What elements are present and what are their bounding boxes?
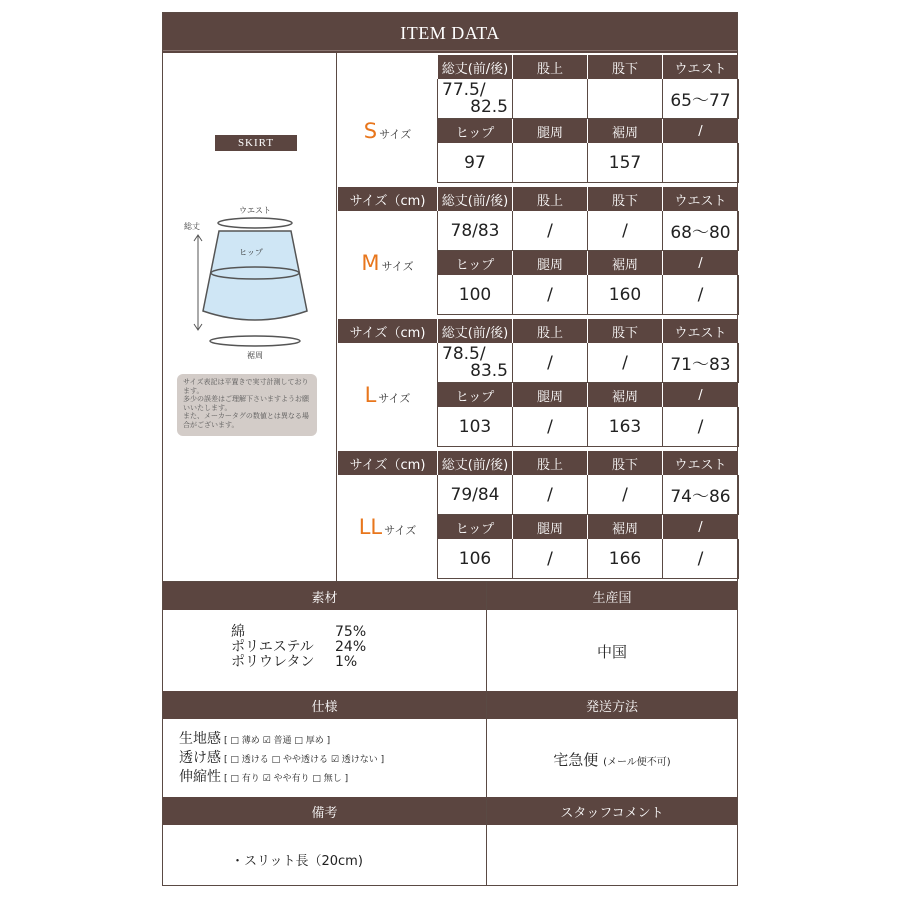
size-value-cell: / [663,407,739,447]
size-value-cell: 157 [588,143,663,183]
skirt-figure-panel [163,53,337,581]
size-value-row [338,539,739,579]
size-value-cell [513,79,588,119]
shipping-value-wrap [487,749,737,770]
length-value-line2: 82.5 [470,96,508,117]
size-value-cell: 68～80 [663,211,739,251]
size-suffix: サイズ [384,523,417,537]
size-subheader-cell: 裾周 [588,515,663,539]
size-value-cell: 65～77 [663,79,739,119]
size-subheader-row [338,251,739,275]
size-header-cell: 股下 [588,55,663,79]
size-header-cell: 総丈(前/後) [438,187,513,211]
material-percent: 1% [335,654,358,670]
spec-list [179,731,479,788]
size-value-cell: / [588,211,663,251]
material-header: 素材 [163,582,486,610]
size-value-cell: 71～83 [663,343,739,383]
material-row [231,625,481,640]
size-header-cell: 股上 [513,187,588,211]
staff-comment-header: スタッフコメント [487,797,737,825]
material-items [231,625,481,670]
material-row [231,655,481,670]
spec-header: 仕様 [163,691,486,719]
item-data-title: ITEM DATA [163,13,737,53]
remarks-header: 備考 [163,797,486,825]
size-value-cell: / [663,275,739,315]
material-percent: 24% [335,639,367,655]
size-value-row [338,475,739,515]
hem-label: 裾周 [247,351,263,360]
skirt-diagram [163,183,337,363]
size-header-cell: ウエスト [663,319,739,343]
size-subheader-cell: 腿周 [513,383,588,407]
item-data-card [162,12,738,886]
size-value-cell: / [588,343,663,383]
bottom-column-divider [486,582,487,885]
size-header-cell: 総丈(前/後) [438,451,513,475]
size-value-cell: / [513,407,588,447]
length-label: 総丈 [184,222,200,231]
size-value-cell: / [513,211,588,251]
size-suffix: サイズ [379,127,412,141]
size-header-cell: サイズ（cm) [338,187,438,211]
spec-row [179,769,479,788]
size-header-cell: サイズ（cm) [338,451,438,475]
size-value-cell: / [513,343,588,383]
origin-value: 中国 [596,643,627,661]
material-name: ポリウレタン [231,654,315,670]
size-value-cell: / [513,539,588,579]
size-subheader-row [338,383,739,407]
waist-label: ウエスト [239,206,271,215]
length-value-line2: 83.5 [470,360,508,381]
size-header-cell: サイズ（cm) [338,319,438,343]
size-subheader-cell: / [663,119,739,143]
size-header-cell: ウエスト [663,451,739,475]
size-header-cell: 股上 [513,319,588,343]
size-subheader-cell: 裾周 [588,251,663,275]
size-subheader-row [338,119,739,143]
material-list [231,625,481,670]
material-name: 綿 [231,624,245,640]
size-subheader-cell: / [663,515,739,539]
size-header-row [338,187,739,211]
remarks-value: ・スリット長（20cm) [231,854,363,869]
size-header-cell: 総丈(前/後) [438,55,513,79]
size-subheader-cell: 裾周 [588,119,663,143]
shipping-value: 宅急便 [553,751,599,769]
size-value-cell: 100 [438,275,513,315]
material-percent: 75% [335,624,367,640]
size-header-cell: ウエスト [663,55,739,79]
size-value-cell: / [513,275,588,315]
spec-row [179,731,479,750]
skirt-tag: SKIRT [215,135,297,151]
size-value-row [338,143,739,183]
size-header-cell: 股下 [588,187,663,211]
material-row [231,640,481,655]
title-divider [163,50,737,51]
length-value [438,343,513,383]
size-subheader-cell: ヒップ [438,251,513,275]
spec-items [179,731,479,788]
size-value-cell: / [663,539,739,579]
size-subheader-cell: ヒップ [438,383,513,407]
size-letter: L [364,383,377,407]
length-value-line1: 78.5/ [442,343,486,364]
size-header-row [338,451,739,475]
size-value-cell: 163 [588,407,663,447]
size-value-cell: 74～86 [663,475,739,515]
size-header-row [338,55,739,79]
size-header-row [338,319,739,343]
size-subheader-cell: 腿周 [513,119,588,143]
size-header-cell: 股上 [513,55,588,79]
size-letter: S [363,119,378,143]
hem-outline [210,336,300,346]
hip-label: ヒップ [239,248,263,257]
length-value [438,79,513,119]
origin-header: 生産国 [487,582,737,610]
spec-detail: [ □ 透ける □ やや透ける ☑ 透けない ] [224,755,385,765]
size-value-row [338,407,739,447]
waist-outline [218,218,292,228]
size-value-cell: 160 [588,275,663,315]
spec-row [179,750,479,769]
size-header-cell: 総丈(前/後) [438,319,513,343]
shipping-header: 発送方法 [487,691,737,719]
size-header-cell: 股下 [588,451,663,475]
size-letter: LL [358,515,383,539]
spec-detail: [ □ 有り ☑ やや有り □ 無し ] [224,774,349,784]
size-value-cell: 106 [438,539,513,579]
size-subheader-cell: ヒップ [438,515,513,539]
spec-name: 伸縮性 [179,769,221,785]
size-value-cell: / [513,475,588,515]
size-value-cell: / [588,475,663,515]
size-header-cell: 股上 [513,451,588,475]
size-value-row [338,79,739,119]
size-subheader-cell: 腿周 [513,251,588,275]
size-subheader-cell: 裾周 [588,383,663,407]
size-letter: M [361,251,380,275]
shipping-note: (メール便不可) [603,757,671,768]
size-subheader-row [338,515,739,539]
size-header-cell: 股下 [588,319,663,343]
size-value-cell [513,143,588,183]
spec-name: 透け感 [179,750,221,766]
size-value-row [338,343,739,383]
size-subheader-cell: ヒップ [438,119,513,143]
skirt-body [203,231,307,320]
size-subheader-cell: / [663,251,739,275]
size-value-cell [663,143,739,183]
size-header-cell: ウエスト [663,187,739,211]
size-suffix: サイズ [378,391,411,405]
size-subheader-cell: 腿周 [513,515,588,539]
measurement-note: サイズ表記は平置きで実寸計測しております。 多少の誤差はご理解下さいますようお願いいたします。 また、メーカータグの数値とは異なる場合がございます。 [177,374,317,436]
size-suffix: サイズ [381,259,414,273]
length-value: 79/84 [438,475,513,515]
length-value-line1: 77.5/ [442,79,486,100]
size-subheader-cell: / [663,383,739,407]
spec-detail: [ □ 薄め ☑ 普通 □ 厚め ] [224,736,331,746]
size-value-row [338,211,739,251]
size-value-cell: 97 [438,143,513,183]
size-value-cell [588,79,663,119]
size-value-cell: 103 [438,407,513,447]
length-value: 78/83 [438,211,513,251]
size-value-cell: 166 [588,539,663,579]
size-value-row [338,275,739,315]
spec-name: 生地感 [179,731,221,747]
material-name: ポリエステル [231,639,314,655]
